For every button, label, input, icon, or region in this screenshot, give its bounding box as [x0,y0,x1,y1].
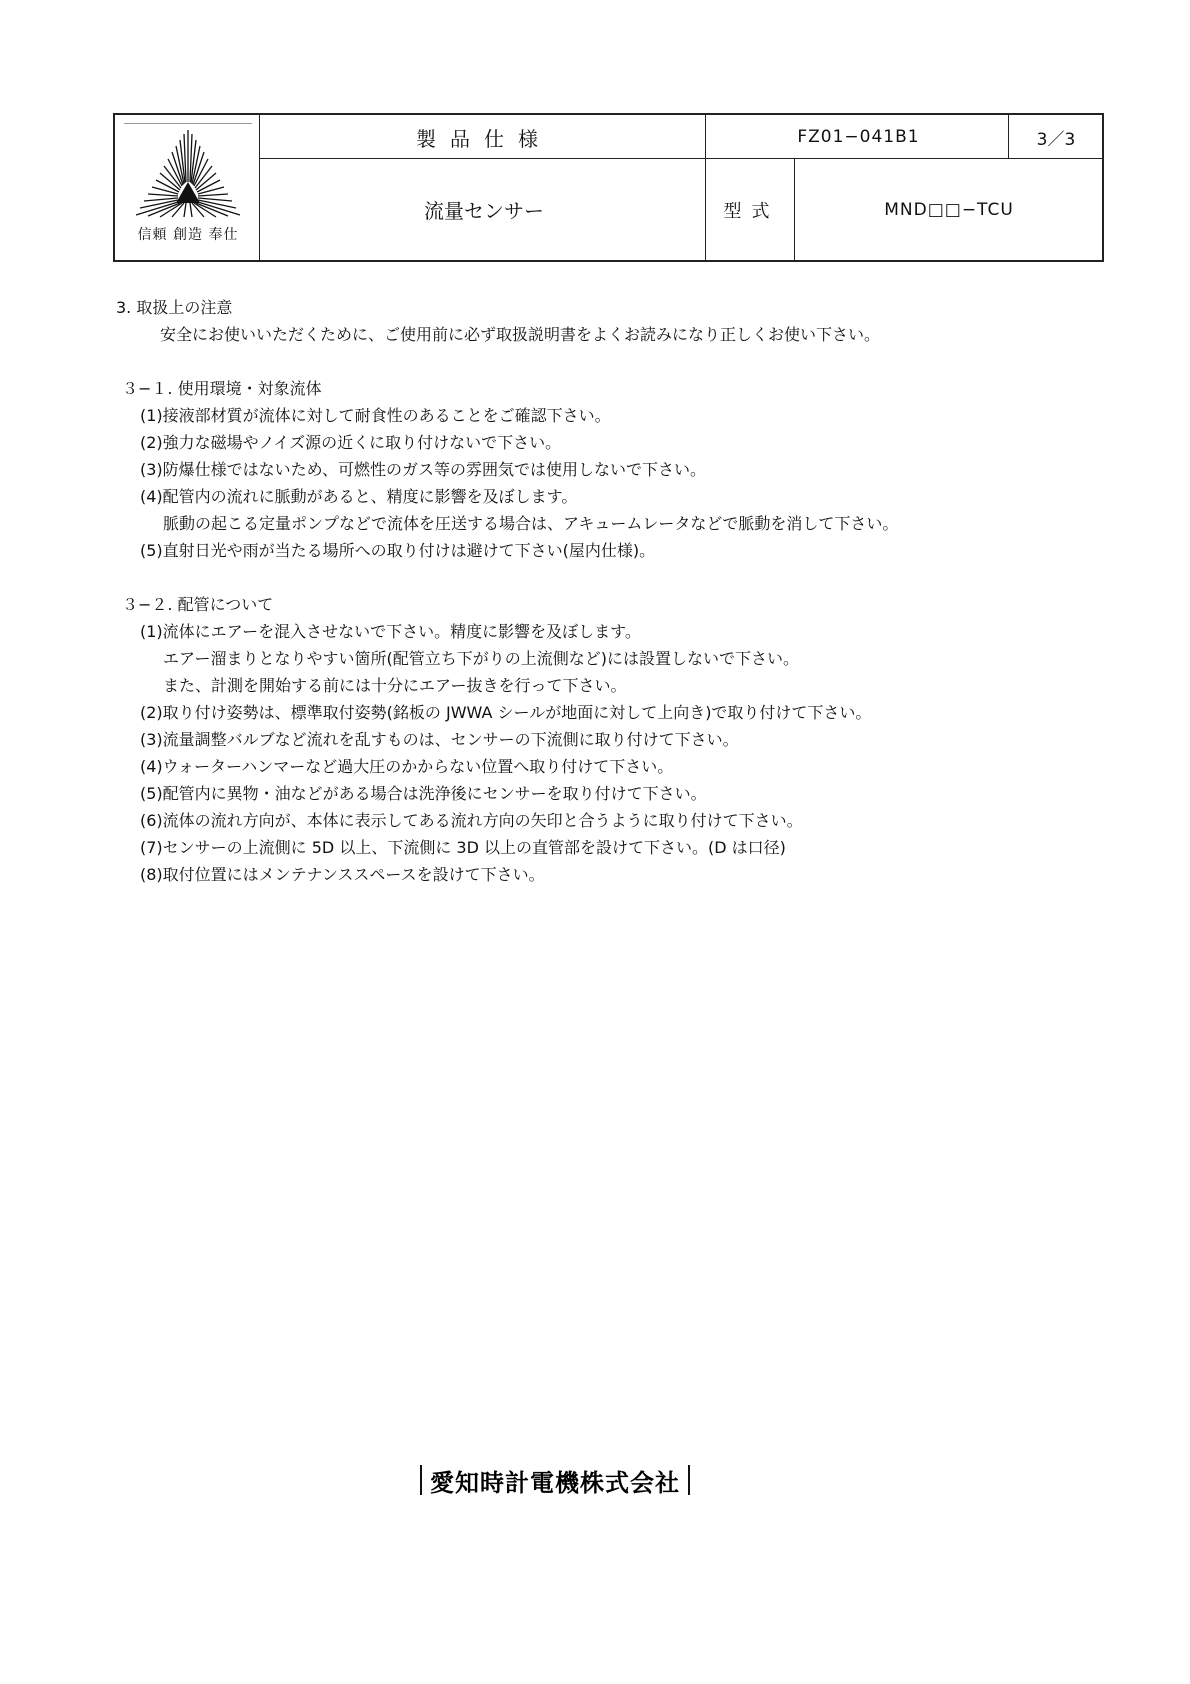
list-item: (2)強力な磁場やノイズ源の近くに取り付けないで下さい。 [140,433,562,452]
list-item-continuation: また、計測を開始する前には十分にエアー抜きを行って下さい。 [163,676,627,695]
list-item: (1)流体にエアーを混入させないで下さい。精度に影響を及ぼします。 [140,622,641,641]
list-item: (3)流量調整バルブなど流れを乱すものは、センサーの下流側に取り付けて下さい。 [140,730,739,749]
document-number: FZ01−041B1 [797,127,920,147]
list-item: (6)流体の流れ方向が、本体に表示してある流れ方向の矢印と合うように取り付けて下さい。 [140,811,803,830]
product-name: 流量センサー [424,199,544,223]
list-item: (8)取付位置にはメンテナンススペースを設けて下さい。 [140,865,545,884]
list-item: (4)配管内の流れに脈動があると、精度に影響を及ぼします。 [140,487,578,506]
company-name-footer: 愛知時計電機株式会社 [420,1465,690,1495]
list-item: (7)センサーの上流側に 5D 以上、下流側に 3D 以上の直管部を設けて下さい。(D は口径) [140,838,786,857]
model-type-label: 型式 [723,200,780,222]
list-item: (5)配管内に異物・油などがある場合は洗浄後にセンサーを取り付けて下さい。 [140,784,707,803]
section-3-intro: 安全にお使いいただくために、ご使用前に必ず取扱説明書をよくお読みになり正しくお使い下さい。 [160,325,881,344]
list-item: (4)ウォーターハンマーなど過大圧のかからない位置へ取り付けて下さい。 [140,757,674,776]
list-item: (1)接液部材質が流体に対して耐食性のあることをご確認下さい。 [140,406,611,425]
document-title: 製品仕様 [416,126,552,151]
list-item: (3)防爆仕様ではないため、可燃性のガス等の雰囲気では使用しないで下さい。 [140,460,707,479]
list-item-continuation: エアー溜まりとなりやすい箇所(配管立ち下がりの上流側など)には設置しないで下さい。 [163,649,800,668]
model-number: MND□□−TCU [884,199,1014,220]
section-3-2-heading: ３−２. 配管について [122,595,274,614]
section-3-heading: 3. 取扱上の注意 [116,298,233,317]
triangle-logo-icon [128,126,248,222]
list-item: (2)取り付け姿勢は、標準取付姿勢(銘板の JWWA シールが地面に対して上向き)で取り付けて下さい。 [140,703,872,722]
company-logo [115,115,261,260]
list-item: (5)直射日光や雨が当たる場所への取り付けは避けて下さい(屋内仕様)。 [140,541,656,560]
company-motto: 信頼 創造 奉仕 [137,227,239,243]
spec-header-table [113,113,1104,262]
list-item-continuation: 脈動の起こる定量ポンプなどで流体を圧送する場合は、アキュームレータなどで脈動を消して下さい。 [163,514,899,533]
section-3-1-heading: ３−１. 使用環境・対象流体 [122,379,322,398]
page-number: 3／3 [1036,129,1076,150]
